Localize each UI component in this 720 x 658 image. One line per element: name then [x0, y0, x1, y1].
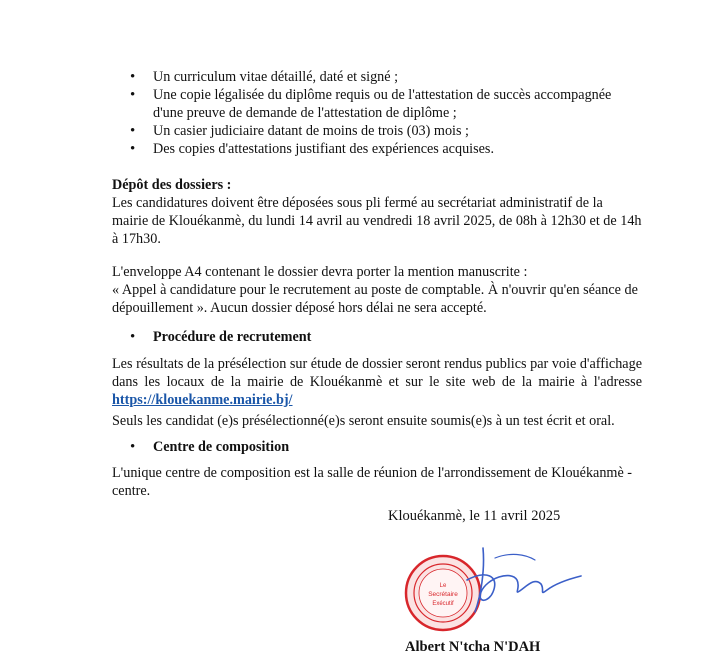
- list-item: • Un casier judiciaire datant de moins de trois (03) mois ;: [112, 122, 632, 140]
- centre-text: L'unique centre de composition est la salle de réunion de l'arrondissement de Klouékanmè - centre.: [112, 465, 633, 499]
- list-item: • Un curriculum vitae détaillé, daté et signé ;: [112, 68, 632, 86]
- envelope-line2: « Appel à candidature pour le recrutement au poste de comptable. À n'ouvrir qu'en séance de dépouillement ». Aucun dossier déposé hors délai ne sera accepté.: [112, 282, 638, 316]
- list-item: • Une copie légalisée du diplôme requis ou de l'attestation de succès accompagnée d'une preuve de demande de l'attestation de diplôme ;: [112, 86, 632, 122]
- svg-text:Secrétaire: Secrétaire: [428, 591, 458, 598]
- procedure-text-body: Les résultats de la présélection sur étude de dossier seront rendus publics par voie d'affichage dans les locaux de la mairie de Klouékanmè et sur le site web de la mairie à l'adresse: [112, 356, 642, 390]
- place-date: Klouékanmè, le 11 avril 2025: [388, 508, 561, 524]
- svg-text:Le: Le: [439, 583, 447, 589]
- list-item: • Des copies d'attestations justifiant des expériences acquises.: [112, 140, 632, 158]
- envelope-line1: L'enveloppe A4 contenant le dossier devra porter la mention manuscrite :: [112, 264, 528, 280]
- centre-heading: • Centre de composition: [112, 438, 289, 456]
- signatory-name: Albert N'tcha N'DAH: [405, 639, 541, 655]
- mairie-website-link[interactable]: https://klouekanme.mairie.bj/: [112, 392, 293, 408]
- depot-heading: Dépôt des dossiers :: [112, 177, 232, 193]
- depot-text: Les candidatures doivent être déposées sous pli fermé au secrétariat administratif de la mairie de Klouékanmè, du lundi 14 avril au vendredi 18 avril 2025, de 08h à 12h30 et de 14h à 17h30.: [112, 195, 642, 247]
- svg-text:Exécutif: Exécutif: [432, 601, 454, 607]
- requirements-list: [112, 68, 632, 158]
- procedure-text2: Seuls les candidat (e)s présélectionné(e)s seront ensuite soumis(e)s à un test écrit et oral.: [112, 413, 615, 429]
- procedure-text: [112, 355, 642, 409]
- handwritten-signature: [455, 540, 585, 620]
- procedure-heading: • Procédure de recrutement: [112, 328, 311, 346]
